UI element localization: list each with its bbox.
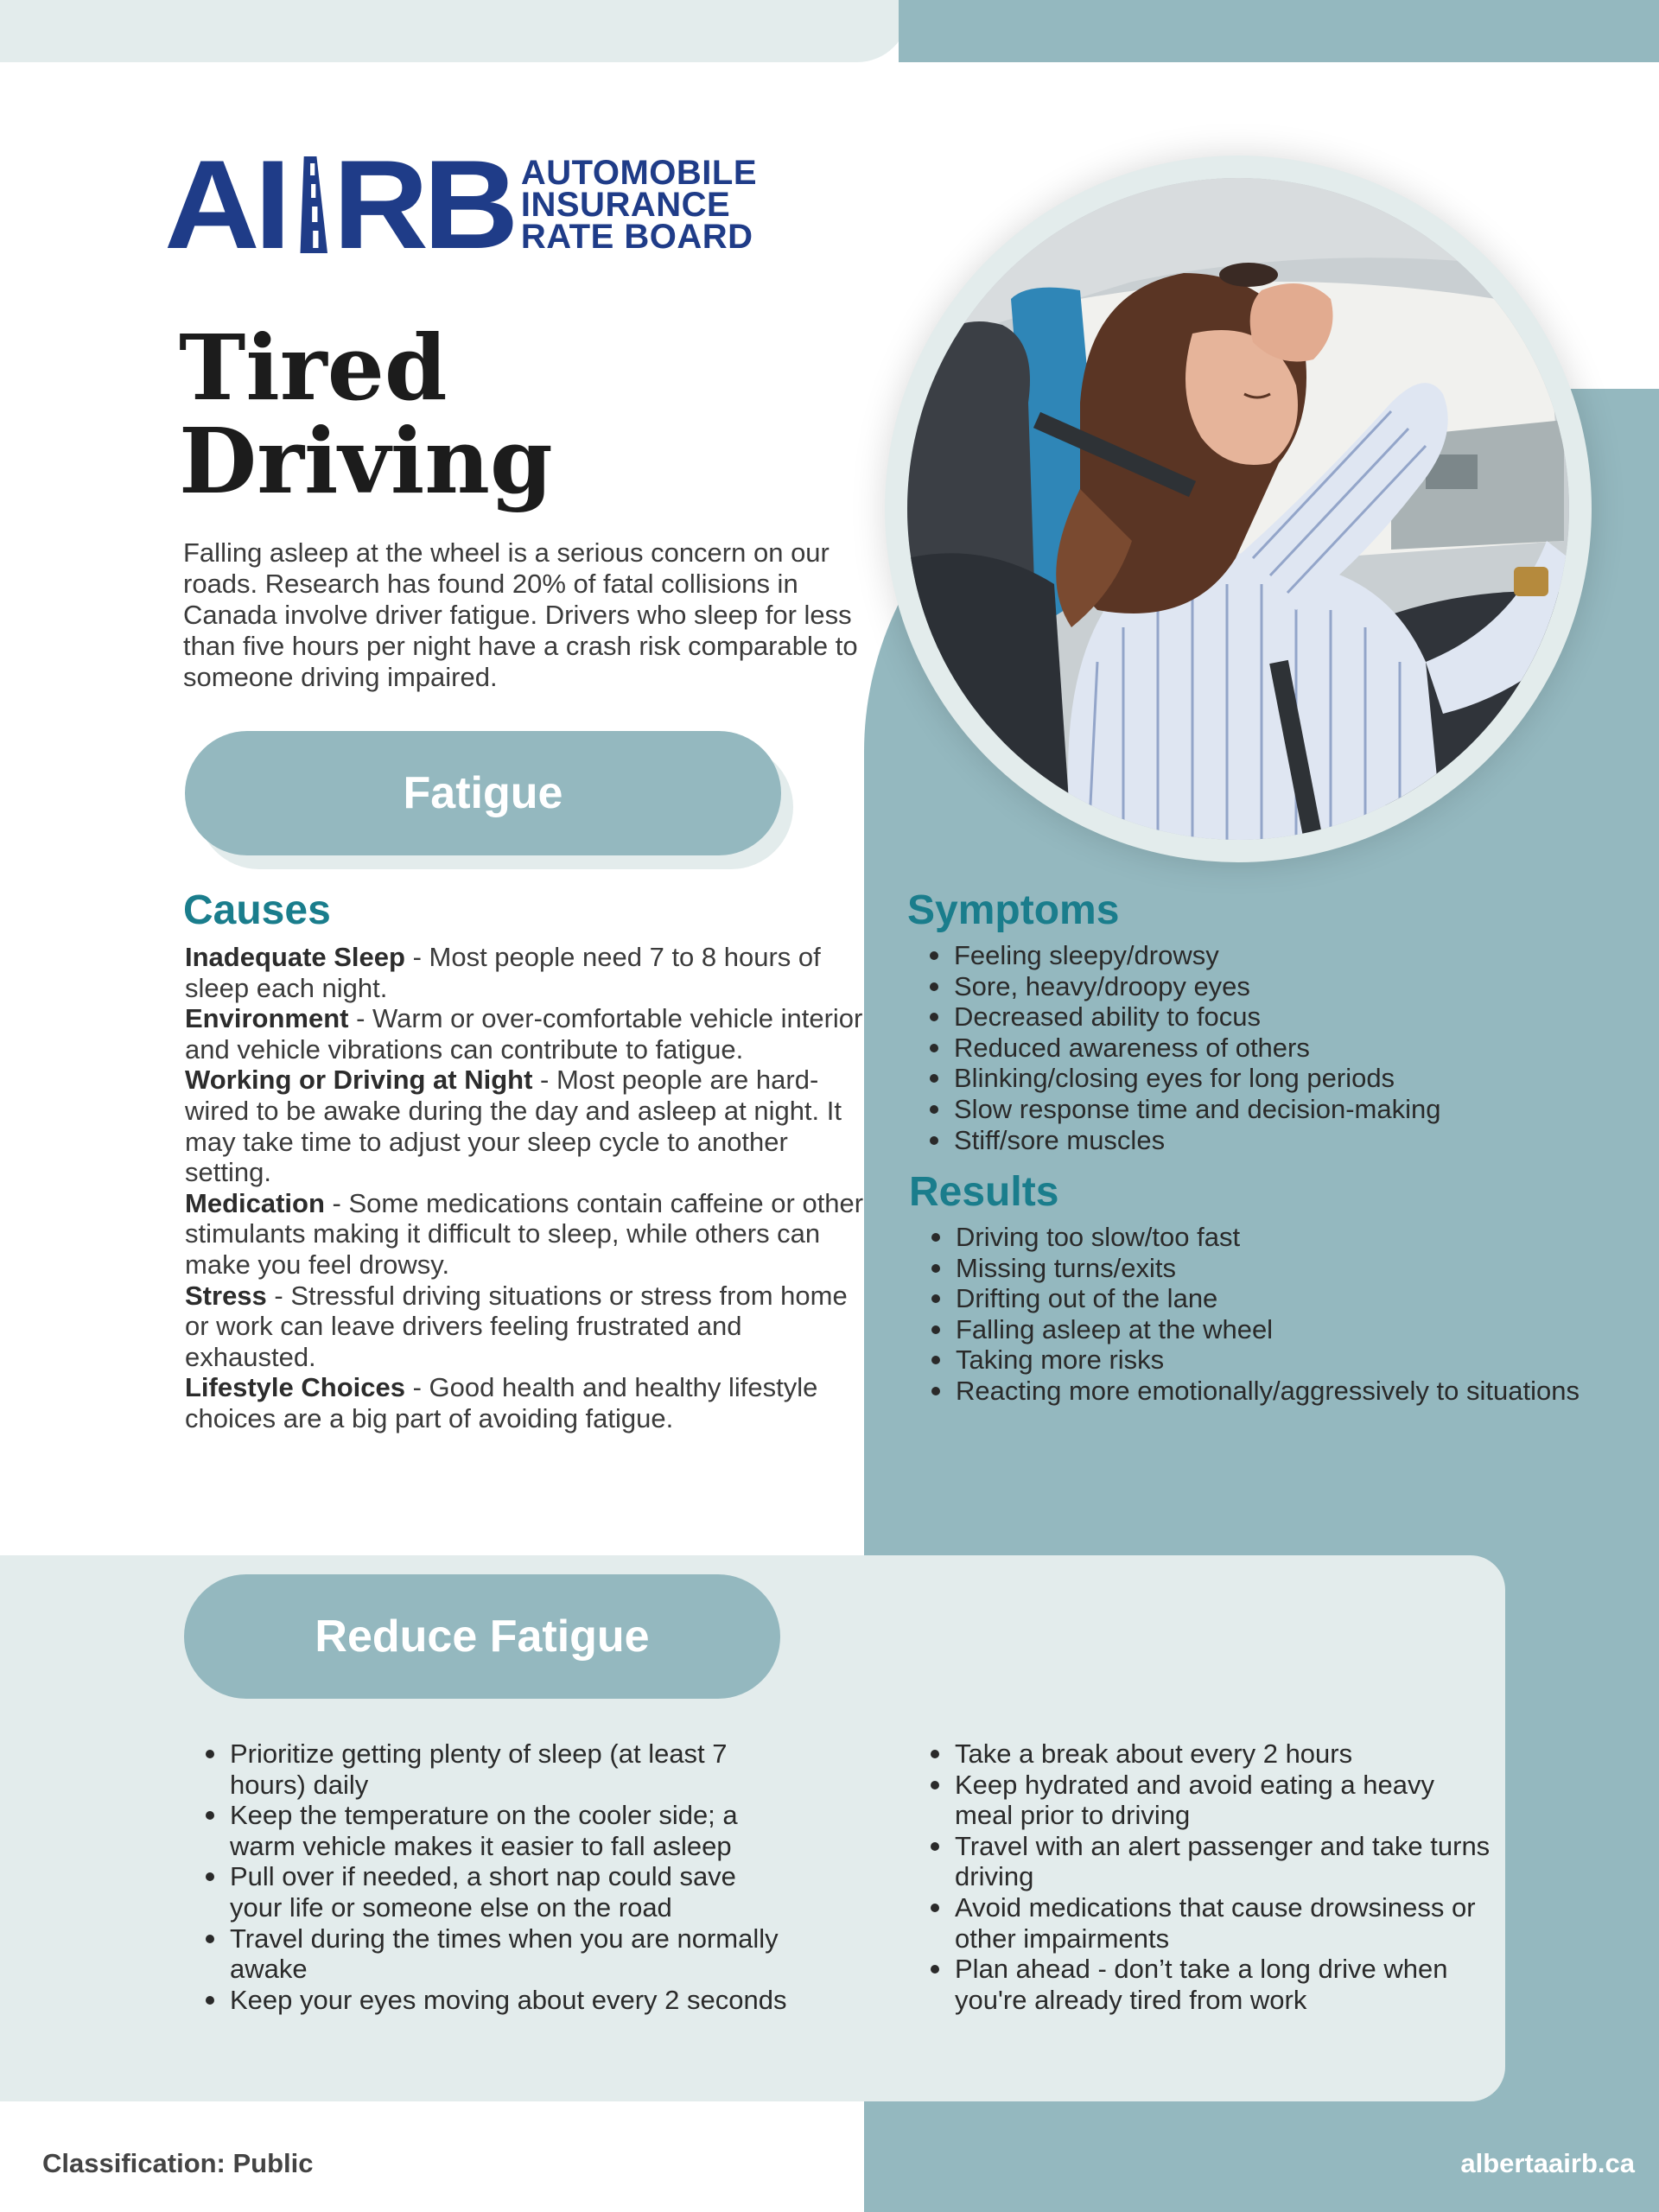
tip-item: Keep hydrated and avoid eating a heavy meal prior to driving: [925, 1770, 1496, 1831]
logo-wordmark: [520, 153, 758, 256]
intro-paragraph: Falling asleep at the wheel is a serious concern on our roads. Research has found 20% of fatal collisions in Canada involve driver fatigue. Drivers who sleep for less than five hours per night have a crash risk comparable to someone driving impaired.: [183, 537, 858, 692]
cause-item: [185, 1003, 876, 1065]
symptom-item: Stiff/sore muscles: [925, 1125, 1633, 1156]
cause-term: Medication: [185, 1187, 325, 1218]
top-band-teal: [899, 0, 1659, 62]
page-title: [179, 315, 553, 514]
fatigue-heading-pill: [185, 731, 781, 855]
cause-text: - Stressful driving situations or stress from home or work can leave drivers feeling frustrated and exhausted.: [185, 1280, 848, 1372]
cause-text: - Most people are hard-wired to be awake during the day and asleep at night. It may take time to adjust your sleep cycle to another setting.: [185, 1065, 842, 1188]
tip-item: Plan ahead - don’t take a long drive when you're already tired from work: [925, 1954, 1496, 2015]
symptom-item: Blinking/closing eyes for long periods: [925, 1063, 1633, 1094]
fatigue-heading: Fatigue: [403, 768, 563, 818]
logo-line-3: RATE BOARD: [520, 217, 753, 256]
title-line-1: Tired: [179, 315, 448, 421]
tired-driver-illustration: [907, 178, 1569, 840]
road-icon: [291, 156, 327, 253]
results-heading: Results: [909, 1169, 1059, 1215]
top-band-light: [0, 0, 909, 62]
tired-driver-photo: [907, 178, 1569, 840]
result-item: Drifting out of the lane: [926, 1283, 1652, 1314]
cause-term: Lifestyle Choices: [185, 1372, 405, 1403]
airb-logo: [164, 134, 758, 275]
cause-text: - Some medications contain caffeine or other stimulants making it difficult to sleep, while others can make you feel drowsy.: [185, 1187, 864, 1280]
reduce-tips-right: [925, 1738, 1496, 2015]
cause-item: [185, 1281, 876, 1373]
website-link[interactable]: albertaairb.ca: [1460, 2148, 1635, 2178]
symptoms-heading: Symptoms: [907, 887, 1120, 933]
reduce-fatigue-heading-pill: [184, 1574, 780, 1699]
tip-item: Travel during the times when you are normally awake: [200, 1923, 788, 1985]
classification-label: Classification: Public: [42, 2148, 314, 2178]
symptom-item: Sore, heavy/droopy eyes: [925, 971, 1633, 1002]
logo-mark: AI RB: [164, 134, 514, 275]
result-item: Taking more risks: [926, 1344, 1652, 1376]
cause-term: Inadequate Sleep: [185, 942, 405, 972]
tip-item: Travel with an alert passenger and take turns driving: [925, 1831, 1496, 1892]
logo-line-2: INSURANCE: [520, 185, 731, 224]
title-line-2: Driving: [179, 408, 553, 514]
result-item: Driving too slow/too fast: [926, 1222, 1652, 1253]
tip-item: Prioritize getting plenty of sleep (at least 7 hours) daily: [200, 1738, 788, 1800]
results-list: [926, 1222, 1652, 1407]
tip-item: Keep the temperature on the cooler side; a warm vehicle makes it easier to fall asleep: [200, 1800, 788, 1861]
logo-line-1: AUTOMOBILE: [520, 153, 758, 192]
tip-item: Take a break about every 2 hours: [925, 1738, 1496, 1770]
tip-item: Pull over if needed, a short nap could save your life or someone else on the road: [200, 1861, 788, 1923]
tip-item: Avoid medications that cause drowsiness or other impairments: [925, 1892, 1496, 1954]
cause-text: - Good health and healthy lifestyle choices are a big part of avoiding fatigue.: [185, 1372, 818, 1433]
reduce-fatigue-heading: Reduce Fatigue: [315, 1611, 650, 1662]
symptom-item: Feeling sleepy/drowsy: [925, 940, 1633, 971]
cause-text: - Warm or over-comfortable vehicle interior and vehicle vibrations can contribute to fatigue.: [185, 1003, 863, 1065]
cause-item: [185, 1188, 876, 1281]
cause-term: Working or Driving at Night: [185, 1065, 533, 1096]
cause-item: [185, 1372, 876, 1433]
causes-heading: Causes: [183, 887, 331, 933]
causes-list: [185, 942, 876, 1434]
symptom-item: Reduced awareness of others: [925, 1033, 1633, 1064]
symptom-item: Decreased ability to focus: [925, 1001, 1633, 1033]
cause-item: [185, 942, 876, 1003]
result-item: Missing turns/exits: [926, 1253, 1652, 1284]
cause-term: Stress: [185, 1280, 267, 1311]
tip-item: Keep your eyes moving about every 2 seconds: [200, 1985, 788, 2016]
reduce-tips-left: [200, 1738, 788, 2015]
cause-text: - Most people need 7 to 8 hours of sleep each night.: [185, 942, 821, 1003]
cause-item: [185, 1065, 876, 1187]
cause-term: Environment: [185, 1003, 349, 1034]
symptoms-list: [925, 940, 1633, 1155]
symptom-item: Slow response time and decision-making: [925, 1094, 1633, 1125]
result-item: Falling asleep at the wheel: [926, 1314, 1652, 1345]
result-item: Reacting more emotionally/aggressively to situations: [926, 1376, 1652, 1407]
